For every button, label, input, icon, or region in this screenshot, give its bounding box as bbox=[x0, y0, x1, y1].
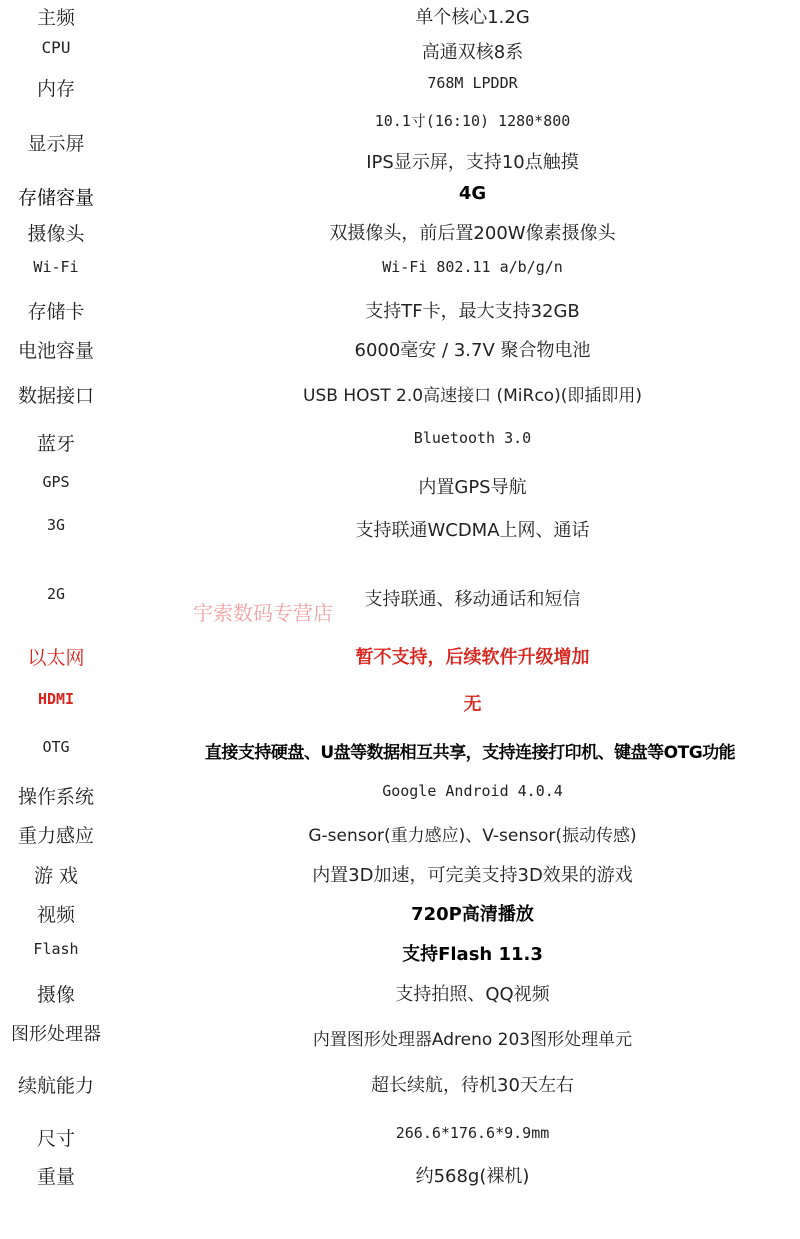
spec-label: 摄像 bbox=[36, 984, 75, 1006]
spec-label: 重量 bbox=[36, 1166, 75, 1188]
spec-value: 768M LPDDR bbox=[427, 74, 518, 92]
spec-value: 支持TF卡，最大支持32GB bbox=[365, 301, 580, 322]
spec-value: Google Android 4.0.4 bbox=[382, 782, 563, 800]
spec-value: 暂不支持，后续软件升级增加 bbox=[355, 647, 590, 668]
spec-label: 2G bbox=[46, 585, 66, 603]
spec-label: Flash bbox=[33, 940, 79, 958]
spec-label: 以太网 bbox=[27, 647, 85, 669]
spec-label: 重力感应 bbox=[17, 825, 94, 847]
spec-value: 支持拍照、QQ视频 bbox=[395, 984, 550, 1005]
spec-value: 约568g(裸机) bbox=[415, 1166, 530, 1187]
spec-value: Bluetooth 3.0 bbox=[413, 429, 532, 447]
spec-value: 内置3D加速，可完美支持3D效果的游戏 bbox=[312, 865, 633, 886]
spec-label: 存储卡 bbox=[27, 301, 85, 323]
spec-value: 单个核心1.2G bbox=[415, 7, 530, 28]
spec-value-line2: IPS显示屏，支持10点触摸 bbox=[366, 152, 579, 173]
spec-value: Wi-Fi 802.11 a/b/g/n bbox=[382, 258, 563, 276]
spec-value: 内置GPS导航 bbox=[418, 477, 527, 498]
spec-value: 内置图形处理器Adreno 203图形处理单元 bbox=[312, 1030, 633, 1050]
spec-value: 超长续航，待机30天左右 bbox=[371, 1075, 574, 1096]
spec-value: 无 bbox=[463, 694, 482, 715]
spec-label: 3G bbox=[46, 516, 66, 534]
spec-label: OTG bbox=[42, 738, 70, 756]
spec-value: 高通双核8系 bbox=[421, 42, 524, 63]
spec-label: 内存 bbox=[36, 78, 75, 100]
spec-value: 支持Flash 11.3 bbox=[402, 944, 543, 965]
spec-label: 尺寸 bbox=[36, 1128, 75, 1150]
spec-label: 数据接口 bbox=[17, 385, 94, 407]
spec-label: HDMI bbox=[37, 690, 75, 708]
spec-value: 支持联通、移动通话和短信 bbox=[364, 589, 581, 610]
spec-label: 电池容量 bbox=[17, 340, 94, 362]
spec-label: 主频 bbox=[36, 7, 75, 29]
spec-label: 续航能力 bbox=[17, 1075, 94, 1097]
spec-value: 266.6*176.6*9.9mm bbox=[395, 1124, 550, 1142]
spec-value: 支持联通WCDMA上网、通话 bbox=[355, 520, 590, 541]
spec-value: G-sensor(重力感应)、V-sensor(振动传感) bbox=[308, 826, 637, 846]
spec-label: 蓝牙 bbox=[36, 433, 75, 455]
spec-label: 操作系统 bbox=[17, 786, 94, 808]
spec-value: 直接支持硬盘、U盘等数据相互共享，支持连接打印机、键盘等OTG功能 bbox=[204, 743, 736, 763]
spec-value: 4G bbox=[458, 183, 487, 204]
spec-value: 双摄像头，前后置200W像素摄像头 bbox=[329, 223, 616, 244]
spec-label: 视频 bbox=[36, 904, 75, 926]
spec-label: 显示屏 bbox=[27, 133, 85, 155]
spec-label: CPU bbox=[41, 38, 71, 57]
spec-label: Wi-Fi bbox=[33, 258, 79, 276]
spec-label: 存储容量 bbox=[17, 187, 94, 209]
spec-label: GPS bbox=[42, 473, 70, 491]
spec-value: 6000毫安 / 3.7V 聚合物电池 bbox=[354, 340, 591, 361]
spec-value: 720P高清播放 bbox=[411, 904, 534, 925]
spec-label: 摄像头 bbox=[27, 223, 85, 245]
spec-value: USB HOST 2.0高速接口 (MiRco)(即插即用) bbox=[303, 386, 642, 406]
store-watermark: 宇索数码专营店 bbox=[193, 601, 333, 625]
spec-label: 图形处理器 bbox=[11, 1024, 101, 1045]
spec-value: 10.1寸(16:10) 1280*800 bbox=[374, 112, 571, 130]
spec-label: 游 戏 bbox=[33, 865, 79, 887]
